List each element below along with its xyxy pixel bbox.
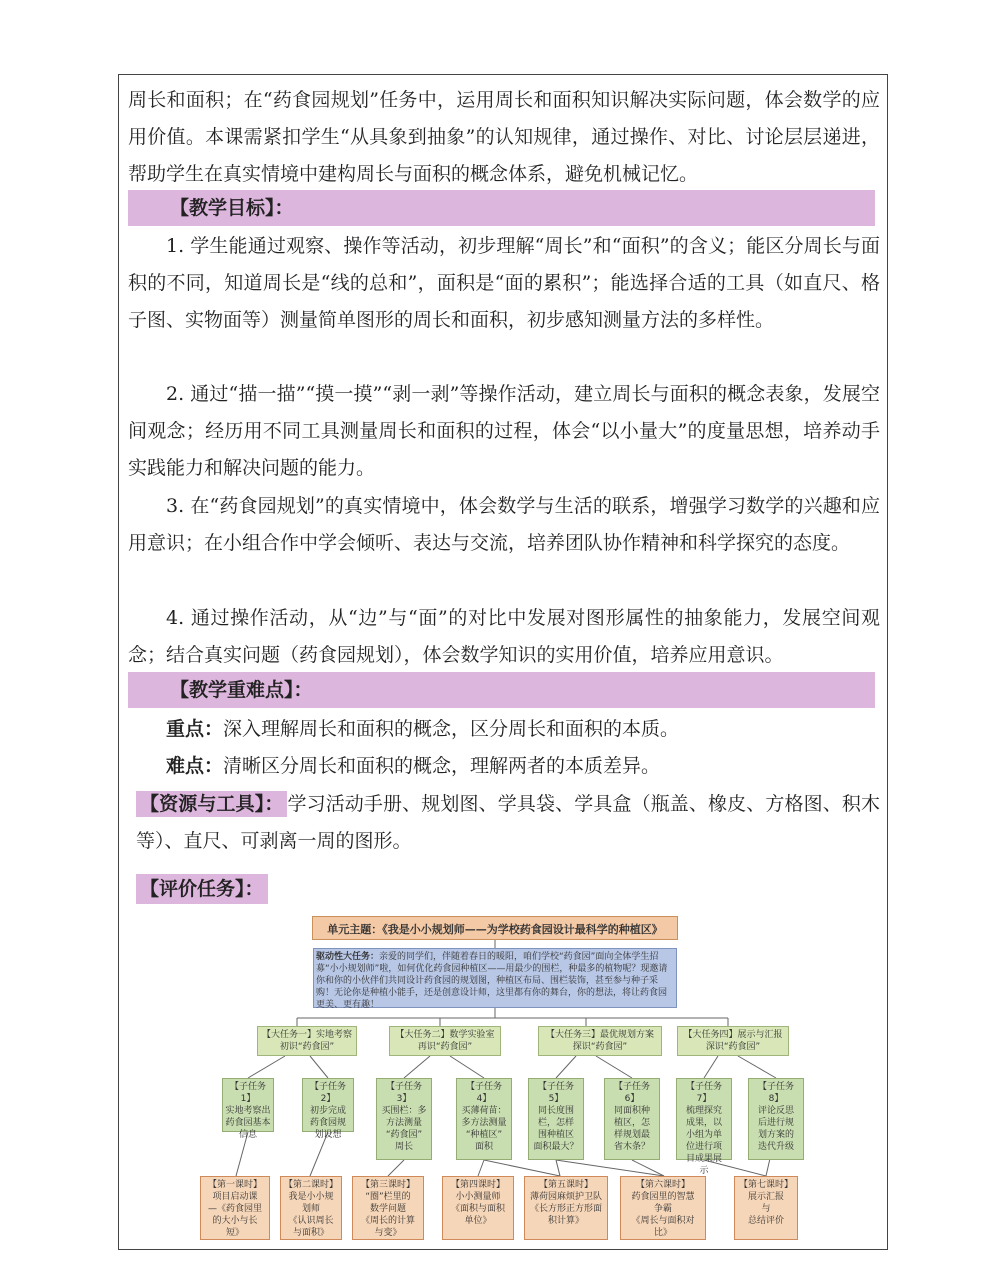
intro-paragraph: 周长和面积；在“药食园规划”任务中，运用周长和面积知识解决实际问题，体会数学的应用价值。本课需紧扣学生“从具象到抽象”的认知规律，通过操作、对比、讨论层层递进，帮助学生在真实情境中建构周长与面积的概念体系，避免机械记忆。 bbox=[128, 89, 880, 185]
big-task-4: 【大任务四】展示与汇报 深识“药食园” bbox=[677, 1026, 789, 1056]
lesson-4: 【第四课时】 小小测量师 《面积与面积 单位》 bbox=[442, 1176, 514, 1240]
unit-theme-box: 单元主题：《我是小小规划师——为学校药食园设计最科学的种植区》 bbox=[312, 916, 678, 940]
subtask-5: 【子任务5】 同长度围 栏，怎样 围种植区 面积最大？ bbox=[528, 1078, 584, 1160]
big-task-3: 【大任务三】最优规划方案 探识“药食园” bbox=[538, 1026, 662, 1056]
objective-1: 1. 学生能通过观察、操作等活动，初步理解“周长”和“面积”的含义；能区分周长与面积的不同，知道周长是“线的总和”，面积是“面的累积”；能选择合适的工具（如直尺、格子图、实物面等）测量简单图形的周长和面积，初步感知测量方法的多样性。 bbox=[128, 235, 880, 331]
lesson-5: 【第五课时】 薄荷园麻烦护卫队 《长方形正方形面 积计算》 bbox=[524, 1176, 608, 1240]
lesson-1: 【第一课时】 项目启动课 —《药食园里 的大小与长 短》 bbox=[200, 1176, 270, 1240]
driving-task-text: 亲爱的同学们，伴随着春日的暖阳，咱们学校“药食园”面向全体学生招募“小小规划师”啦，如何优化药食园种植区——用最少的围栏，种最多的植物呢？现邀请你和你的小伙伴们共同设计药食园的规划图，种植区布局、围栏装饰，甚至参与种子采购！无论你是种植小能手，还是创意设计师，这里都有你的舞台，你的想法，将让药食园更美、更有趣！ bbox=[316, 952, 668, 1010]
driving-task-label: 驱动性大任务： bbox=[316, 952, 380, 962]
keypoints-heading: 【教学重难点】： bbox=[170, 679, 313, 701]
big-task-2: 【大任务二】数学实验室 再识“药食园” bbox=[389, 1026, 501, 1056]
lesson-6: 【第六课时】 药食园里的智慧 争霸 《周长与面积对 比》 bbox=[620, 1176, 706, 1240]
resources-paragraph bbox=[136, 786, 880, 860]
subtask-6: 【子任务6】 同面积种 植区，怎 样规划最 省木条？ bbox=[604, 1078, 660, 1160]
objective-2: 2. 通过“描一描”“摸一摸”“剥一剥”等操作活动，建立周长与面积的概念表象，发展空间观念；经历用不同工具测量周长和面积的过程，体会“以小量大”的度量思想，培养动手实践能力和解决问题的能力。 bbox=[128, 383, 880, 479]
objective-3: 3. 在“药食园规划”的真实情境中，体会数学与生活的联系，增强学习数学的兴趣和应用意识；在小组合作中学会倾听、表达与交流，培养团队协作精神和科学探究的态度。 bbox=[128, 495, 880, 554]
driving-task-box bbox=[313, 948, 677, 1008]
difficult-point bbox=[128, 748, 880, 785]
key-point-label: 重点： bbox=[166, 718, 224, 740]
key-point-text: 深入理解周长和面积的概念，区分周长和面积的本质。 bbox=[223, 718, 680, 740]
subtask-7: 【子任务7】 梳理探究 成果，以 小组为单 位进行项 目成果展 示 bbox=[676, 1078, 732, 1160]
keypoints-heading-band bbox=[128, 672, 875, 708]
subtask-1: 【子任务1】 实地考察出 药食园基本 信息 bbox=[222, 1078, 274, 1132]
evaluation-label: 【评价任务】： bbox=[136, 874, 268, 904]
subtask-4: 【子任务4】 买薄荷苗： 多方法测量 “种植区” 面积 bbox=[456, 1078, 512, 1160]
difficult-point-text: 清晰区分周长和面积的概念，理解两者的本质差异。 bbox=[223, 755, 661, 777]
lesson-3: 【第三课时】 “圈”栏里的 数学问题 《周长的计算 与变》 bbox=[352, 1176, 424, 1240]
objectives-heading-band bbox=[128, 190, 875, 226]
subtask-2: 【子任务2】 初步完成 药食园规 划设想 bbox=[302, 1078, 354, 1132]
objective-4: 4. 通过操作活动，从“边”与“面”的对比中发展对图形属性的抽象能力，发展空间观念；结合真实问题（药食园规划），体会数学知识的实用价值，培养应用意识。 bbox=[128, 607, 880, 666]
lesson-7: 【第七课时】 展示汇报 与 总结评价 bbox=[734, 1176, 798, 1240]
key-point bbox=[128, 711, 880, 748]
subtask-3: 【子任务3】 买围栏：多 方法测量 “药食园” 周长 bbox=[376, 1078, 432, 1160]
big-task-1: 【大任务一】实地考察 初识“药食园” bbox=[257, 1026, 357, 1056]
resources-label: 【资源与工具】： bbox=[136, 791, 287, 817]
subtask-8: 【子任务8】 评论反思 后进行规 划方案的 迭代升级 bbox=[748, 1078, 804, 1160]
objectives-heading: 【教学目标】： bbox=[170, 197, 294, 219]
difficult-point-label: 难点： bbox=[166, 755, 224, 777]
lesson-2: 【第二课时】 我是小小规 划师 《认识周长 与面积》 bbox=[280, 1176, 342, 1240]
resources-text: 学习活动手册、规划图、学具袋、学具盒（瓶盖、橡皮、方格图、积木等）、直尺、可剥离一周的图形。 bbox=[136, 793, 880, 852]
